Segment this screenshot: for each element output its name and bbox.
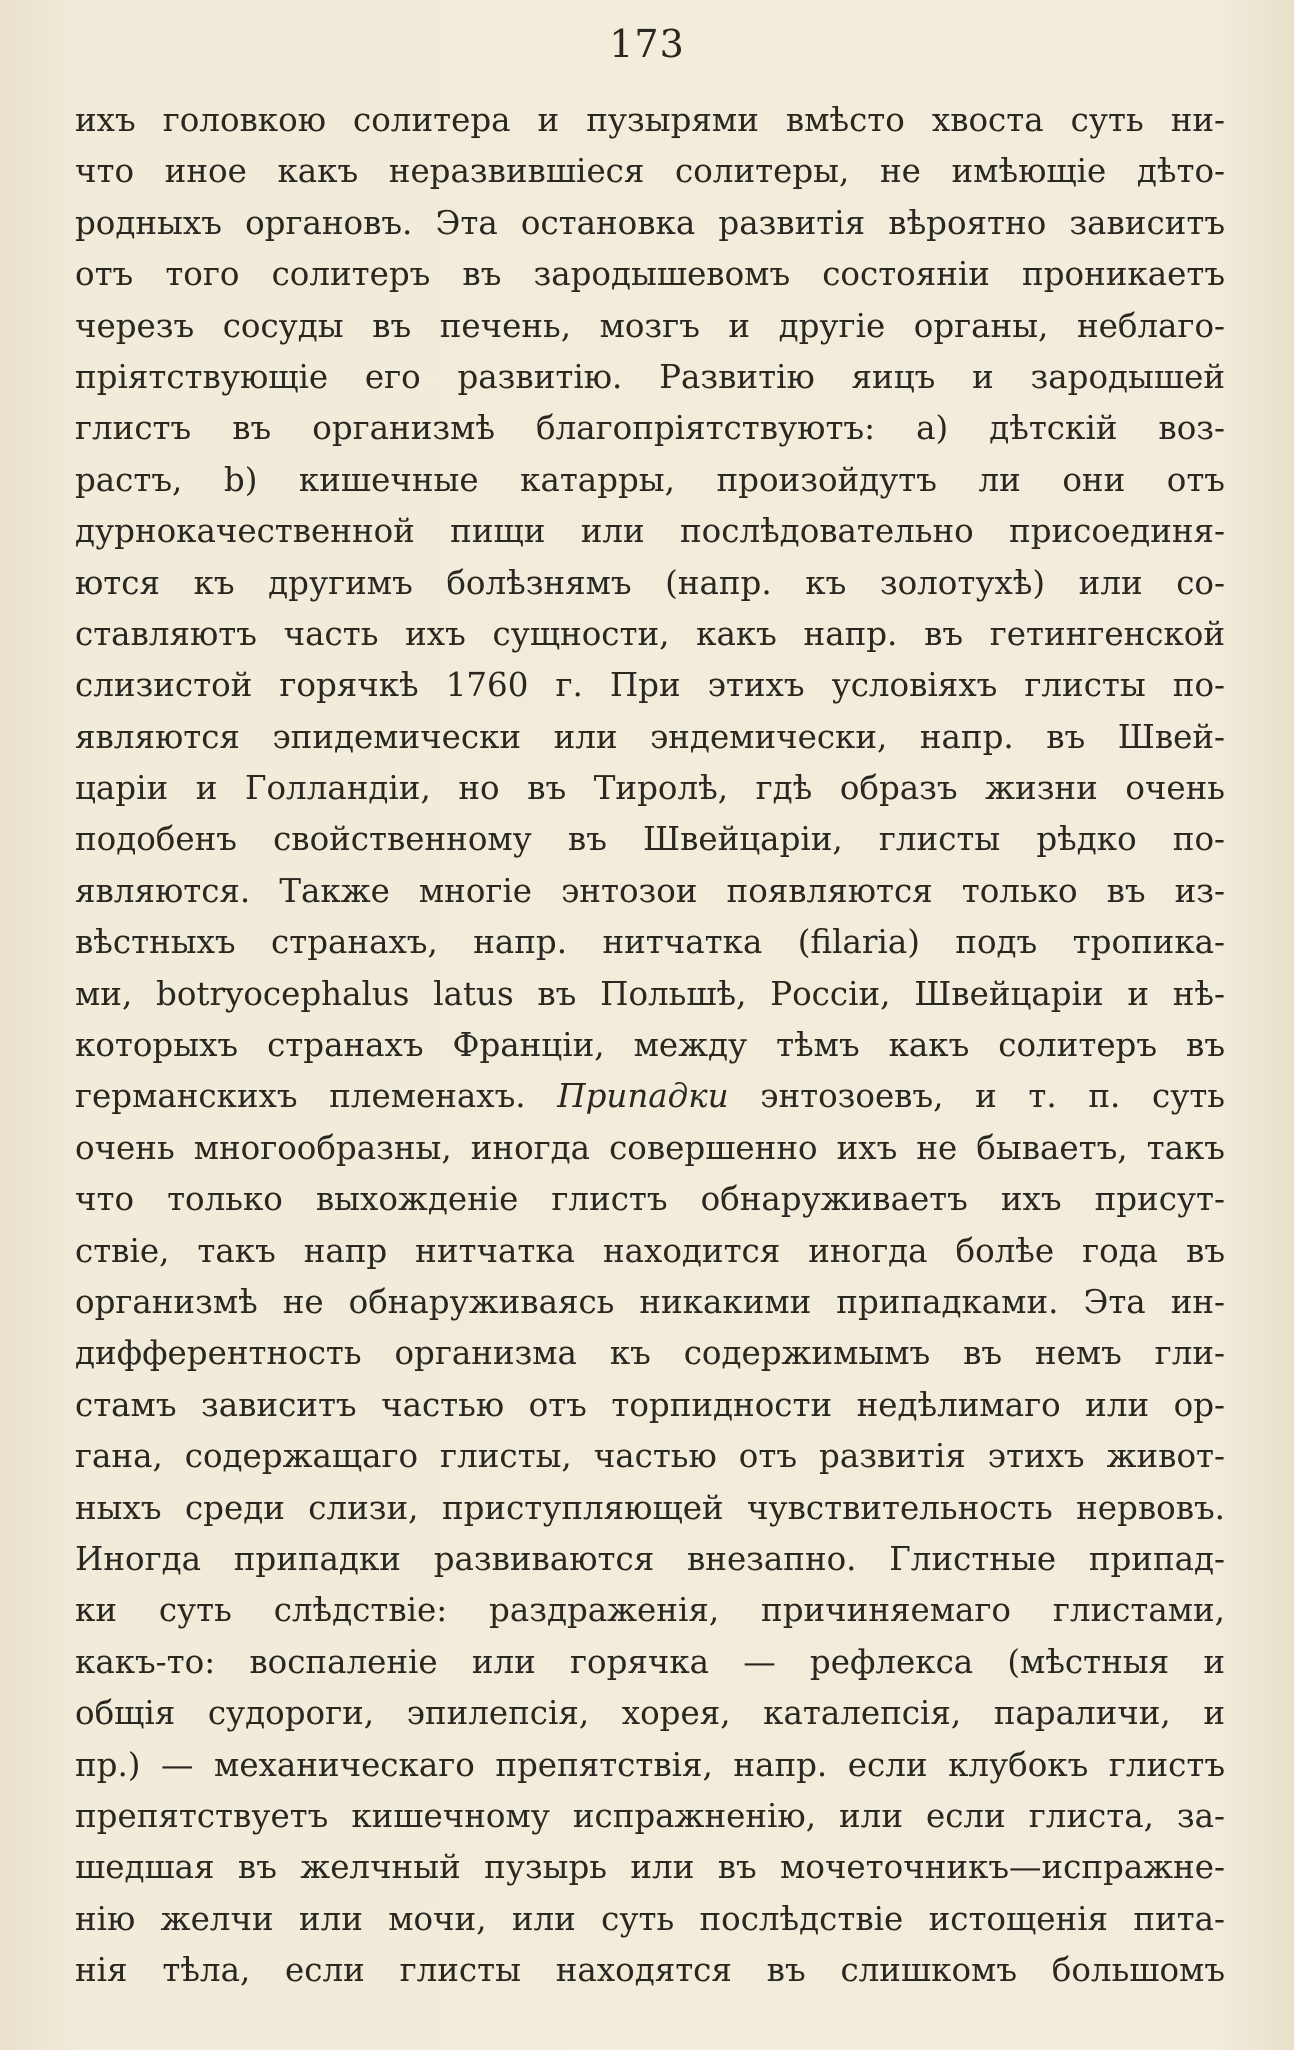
text-line: ми, botryocephalus latus въ Польшѣ, Россіи, Швейцаріи и нѣ-: [75, 974, 1225, 1013]
text-line: очень многообразны, иногда совершенно ихъ не бываетъ, такъ: [75, 1128, 1225, 1167]
text-line: растъ, b) кишечные катарры, произойдутъ ли они отъ: [75, 460, 1225, 499]
italic-heading: Припадки: [557, 1077, 729, 1116]
text-line: ки суть слѣдствіе: раздраженія, причиняемаго глистами,: [75, 1591, 1225, 1630]
text-line: являются эпидемически или эндемически, напр. въ Швей-: [75, 717, 1225, 756]
text-segment: германскихъ племенахъ.: [75, 1077, 526, 1116]
text-line: ныхъ среди слизи, приступляющей чувствительность нервовъ.: [75, 1488, 1225, 1527]
text-line: дифферентность организма къ содержимымъ въ немъ гли-: [75, 1334, 1225, 1373]
text-line: подобенъ свойственному въ Швейцаріи, глисты рѣдко по-: [75, 820, 1225, 859]
text-line: глистъ въ организмѣ благопріятствуютъ: а) дѣтскій воз-: [75, 409, 1225, 448]
text-line: родныхъ органовъ. Эта остановка развитія вѣроятно зависитъ: [75, 203, 1225, 242]
text-line: нію желчи или мочи, или суть послѣдствіе истощенія пита-: [75, 1899, 1225, 1938]
text-line: гана, содержащаго глисты, частью отъ развитія этихъ живот-: [75, 1437, 1225, 1476]
text-line: ются къ другимъ болѣзнямъ (напр. къ золотухѣ) или со-: [75, 563, 1225, 602]
text-line: пріятствующіе его развитію. Развитію яицъ и зародышей: [75, 357, 1225, 396]
text-segment: энтозоевъ, и т. п. суть: [760, 1077, 1225, 1116]
text-line: отъ того солитеръ въ зародышевомъ состояніи проникаетъ: [75, 255, 1225, 294]
text-line: что только выхожденіе глистъ обнаруживаетъ ихъ присут-: [75, 1180, 1225, 1219]
text-line: являются. Также многіе энтозои появляются только въ из-: [75, 871, 1225, 910]
text-line-with-italic: [75, 1071, 1225, 1122]
body-text: [75, 95, 1225, 1996]
text-line: дурнокачественной пищи или послѣдовательно присоединя-: [75, 512, 1225, 551]
text-line: общія судороги, эпилепсія, хорея, каталепсія, параличи, и: [75, 1694, 1225, 1733]
text-line: черезъ сосуды въ печень, мозгъ и другіе органы, неблаго-: [75, 306, 1225, 345]
text-line: какъ-то: воспаленіе или горячка — рефлекса (мѣстныя и: [75, 1642, 1225, 1681]
text-line: слизистой горячкѣ 1760 г. При этихъ условіяхъ глисты по-: [75, 666, 1225, 705]
text-line: которыхъ странахъ Франціи, между тѣмъ какъ солитеръ въ: [75, 1026, 1225, 1065]
page-number: 173: [609, 22, 685, 66]
text-line: Иногда припадки развиваются внезапно. Глистные припад-: [75, 1539, 1225, 1578]
text-line: организмѣ не обнаруживаясь никакими припадками. Эта ин-: [75, 1282, 1225, 1321]
text-line: стамъ зависитъ частью отъ торпидности недѣлимаго или ор-: [75, 1385, 1225, 1424]
text-line: ихъ головкою солитера и пузырями вмѣсто хвоста суть ни-: [75, 101, 1225, 139]
text-line: пр.) — механическаго препятствія, напр. если клубокъ глистъ: [75, 1745, 1225, 1784]
text-line: препятствуетъ кишечному испражненію, или если глиста, за-: [75, 1796, 1225, 1835]
text-line: ставляютъ часть ихъ сущности, какъ напр. въ гетингенской: [75, 614, 1225, 653]
text-line: вѣстныхъ странахъ, напр. нитчатка (filaria) подъ тропика-: [75, 923, 1225, 962]
text-line: что иное какъ неразвившіеся солитеры, не имѣющіе дѣто-: [75, 152, 1225, 191]
text-line: шедшая въ желчный пузырь или въ мочеточникъ—испражне-: [75, 1848, 1225, 1887]
text-line: ствіе, такъ напр нитчатка находится иногда болѣе года въ: [75, 1231, 1225, 1270]
text-line: нія тѣла, если глисты находятся въ слишкомъ большомъ: [75, 1951, 1225, 1990]
text-line: царіи и Голландіи, но въ Тиролѣ, гдѣ образъ жизни очень: [75, 769, 1225, 808]
